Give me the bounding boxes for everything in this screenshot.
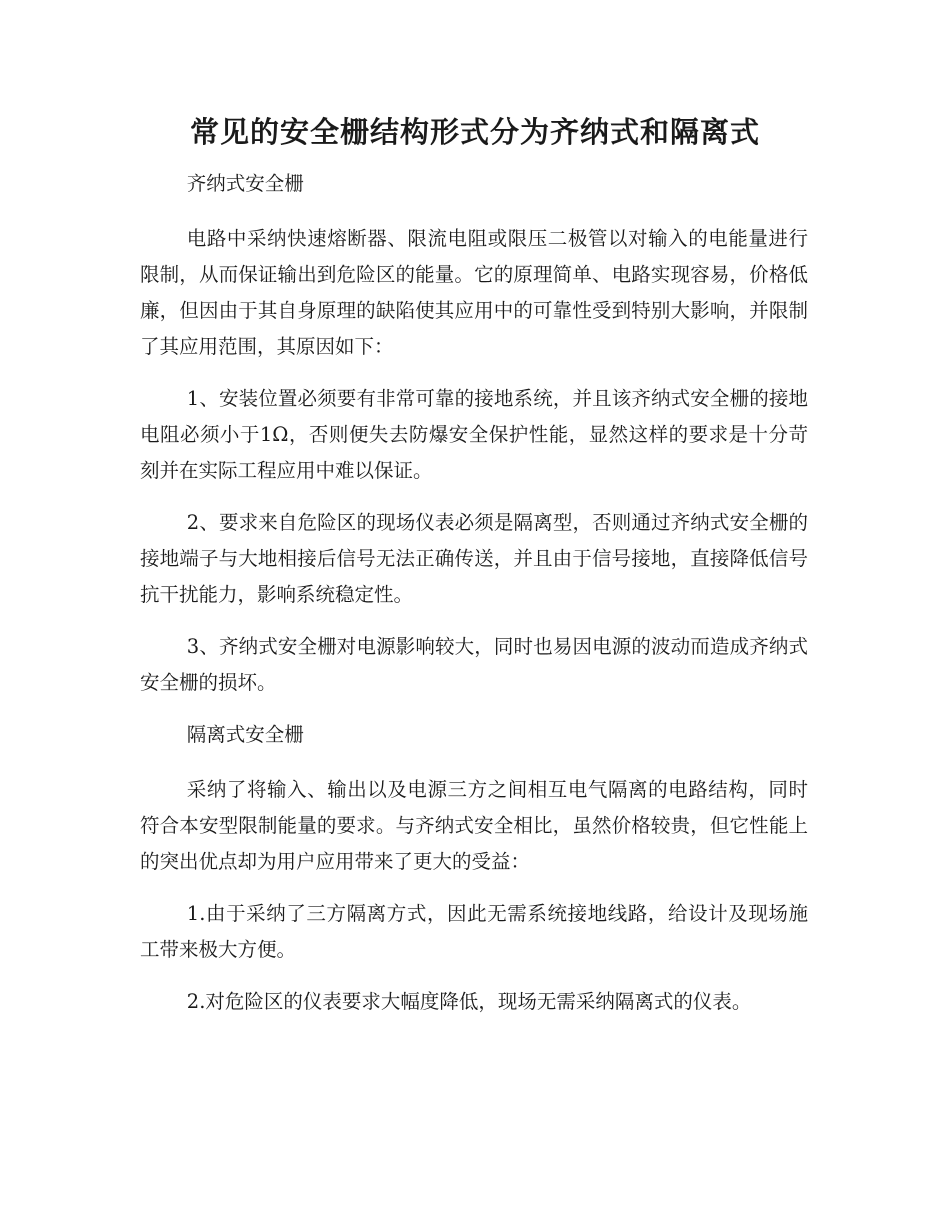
paragraph-isolated-benefit-1: 1.由于采纳了三方隔离方式，因此无需系统接地线路，给设计及现场施工带来极大方便。 [140, 902, 808, 961]
paragraph-zener-reason-1: 1、安装位置必须要有非常可靠的接地系统，并且该齐纳式安全栅的接地电阻必须小于1Ω，否则便失去防爆安全保护性能，显然这样的要求是十分苛刻并在实际工程应用中难以保证。 [140, 387, 808, 482]
paragraph-zener-reason-3: 3、齐纳式安全栅对电源影响较大，同时也易因电源的波动而造成齐纳式安全栅的损坏。 [140, 635, 808, 694]
paragraph-zener-intro: 电路中采纳快速熔断器、限流电阻或限压二极管以对输入的电能量进行限制，从而保证输出到危险区的能量。它的原理简单、电路实现容易，价格低廉，但因由于其自身原理的缺陷使其应用中的可靠性受到特别大影响，并限制了其应用范围，其原因如下： [140, 227, 808, 358]
section-heading-isolated: 隔离式安全栅 [186, 723, 304, 746]
paragraph-zener-reason-2: 2、要求来自危险区的现场仪表必须是隔离型，否则通过齐纳式安全栅的接地端子与大地相接后信号无法正确传送，并且由于信号接地，直接降低信号抗干扰能力，影响系统稳定性。 [140, 511, 808, 606]
paragraph-isolated-intro: 采纳了将输入、输出以及电源三方之间相互电气隔离的电路结构，同时符合本安型限制能量的要求。与齐纳式安全相比，虽然价格较贵，但它性能上的突出优点却为用户应用带来了更大的受益： [140, 778, 808, 873]
document-title: 常见的安全栅结构形式分为齐纳式和隔离式 [189, 115, 760, 149]
section-heading-zener: 齐纳式安全栅 [186, 172, 304, 195]
document-body [140, 166, 808, 1036]
paragraph-isolated-benefit-2: 2.对危险区的仪表要求大幅度降低，现场无需采纳隔离式的仪表。 [186, 990, 752, 1013]
